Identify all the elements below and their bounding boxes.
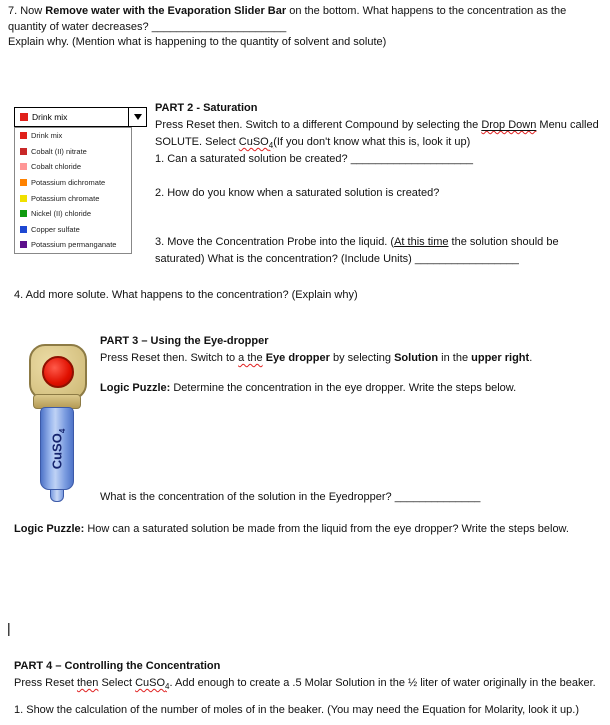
dropdown-arrow-button[interactable] bbox=[128, 108, 146, 126]
question-7-block bbox=[8, 4, 604, 51]
solute-color-swatch bbox=[20, 226, 27, 233]
part-3-block bbox=[100, 333, 605, 397]
solute-item-label: Cobalt chloride bbox=[31, 162, 82, 172]
question-7-line-2: quantity of water decreases? ______________________ bbox=[8, 20, 287, 33]
part-3-title: PART 3 – Using the Eye-dropper bbox=[100, 335, 269, 347]
part-2-question-3-line-2: saturated) What is the concentration? (Include Units) _________________ bbox=[155, 253, 519, 265]
logic-puzzle-2-line: Logic Puzzle: How can a saturated solution be made from the liquid from the eye dropper? Write the steps below. bbox=[14, 523, 569, 535]
question-7-line-1: 7. Now Remove water with the Evaporation Slider Bar on the bottom. What happens to the concentration as the bbox=[8, 5, 567, 17]
solute-list-item[interactable] bbox=[15, 144, 131, 160]
question-7-line-3: Explain why. (Mention what is happening to the quantity of solvent and solute) bbox=[8, 36, 387, 48]
solute-color-swatch bbox=[20, 163, 27, 170]
part-2-line-1: Press Reset then. Switch to a different Compound by selecting the Drop Down Menu called bbox=[155, 119, 599, 131]
solute-list bbox=[14, 127, 132, 254]
solute-list-item[interactable] bbox=[15, 175, 131, 191]
selected-solute-swatch bbox=[20, 113, 28, 121]
part-2-question-1: 1. Can a saturated solution be created? ____________________ bbox=[155, 153, 474, 165]
solute-list-item[interactable] bbox=[15, 222, 131, 238]
part-4-question-1: 1. Show the calculation of the number of moles of in the beaker. (You may need the Equation for Molarity, look it up.) bbox=[14, 704, 579, 716]
solute-item-label: Cobalt (II) nitrate bbox=[31, 146, 87, 156]
part-2-title: PART 2 - Saturation bbox=[155, 102, 258, 114]
part-2-question-3-line-1: 3. Move the Concentration Probe into the liquid. (At this time the solution should be bbox=[155, 236, 559, 248]
part-2-line-2: SOLUTE. Select CuSO$_4$(If you don't know what this is, look it up) bbox=[155, 136, 471, 151]
solute-color-swatch bbox=[20, 210, 27, 217]
solute-dropdown-selected[interactable] bbox=[14, 107, 147, 127]
solute-item-label: Potassium chromate bbox=[31, 193, 100, 203]
solute-list-item[interactable] bbox=[15, 159, 131, 175]
eye-dropper-graphic[interactable] bbox=[28, 344, 88, 504]
text-cursor: | bbox=[7, 620, 11, 636]
solute-item-label: Drink mix bbox=[31, 131, 63, 141]
dropper-bulb-button bbox=[42, 356, 74, 388]
solute-color-swatch bbox=[20, 132, 27, 139]
dropper-tube bbox=[40, 407, 74, 490]
solute-color-swatch bbox=[20, 195, 27, 202]
part-4-title: PART 4 – Controlling the Concentration bbox=[14, 660, 221, 672]
part-2-question-2: 2. How do you know when a saturated solution is created? bbox=[155, 187, 440, 199]
solute-list-item[interactable] bbox=[15, 128, 131, 144]
solute-color-swatch bbox=[20, 179, 27, 186]
dropper-bulb bbox=[29, 344, 87, 400]
solute-list-item[interactable] bbox=[15, 206, 131, 222]
dropper-tip bbox=[50, 489, 64, 502]
solute-item-label: Potassium dichromate bbox=[31, 178, 106, 188]
solute-item-label: Copper sulfate bbox=[31, 224, 80, 234]
part-4-line-1: Press Reset then Select CuSO$_4$. Add enough to create a .5 Molar Solution in the ½ liter of water originally in the beaker. bbox=[14, 677, 596, 692]
dropper-label: CuSO$_4$ bbox=[49, 428, 68, 469]
part-2-block bbox=[155, 100, 605, 268]
solute-item-label: Potassium permanganate bbox=[31, 240, 117, 250]
question-4-line: 4. Add more solute. What happens to the concentration? (Explain why) bbox=[14, 289, 358, 301]
solute-item-label: Nickel (II) chloride bbox=[31, 209, 92, 219]
solute-list-item[interactable] bbox=[15, 190, 131, 206]
solute-dropdown bbox=[14, 107, 147, 254]
part-3-logic-puzzle-line: Logic Puzzle: Determine the concentration in the eye dropper. Write the steps below. bbox=[100, 382, 517, 394]
part-3-line-1: Press Reset then. Switch to a the Eye dropper by selecting Solution in the upper right. bbox=[100, 352, 533, 364]
chevron-down-icon bbox=[134, 114, 142, 120]
solute-list-item[interactable] bbox=[15, 237, 131, 253]
solute-color-swatch bbox=[20, 241, 27, 248]
solute-color-swatch bbox=[20, 148, 27, 155]
part-4-block bbox=[14, 658, 608, 719]
part-3-question: What is the concentration of the solution in the Eyedropper? ______________ bbox=[100, 491, 481, 503]
selected-solute-label: Drink mix bbox=[32, 112, 68, 122]
